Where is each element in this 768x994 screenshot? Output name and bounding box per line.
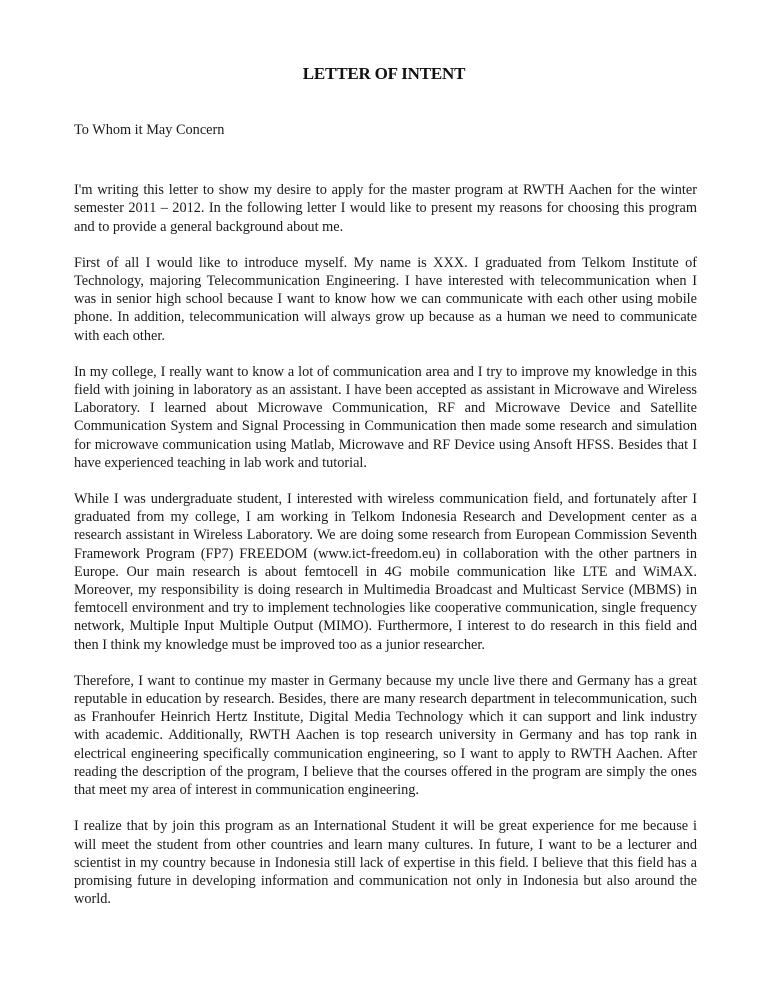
paragraph-college: In my college, I really want to know a lot of communication area and I try to improve my knowledge in this field with joining in laboratory as an assistant. I have been accepted as assistant in Microwave and Wireless Laboratory. I learned about Microwave Communication, RF and Microwave Device and Satellite Communication System and Signal Processing in Communication then made some research and simulation for microwave communication using Matlab, Microwave and RF Device using Ansoft HFSS. Besides that I have experienced teaching in lab work and tutorial. — [74, 363, 697, 471]
salutation: To Whom it May Concern — [74, 122, 225, 138]
paragraph-motivation: Therefore, I want to continue my master in Germany because my uncle live there and Germany has a great reputable in education by research. Besides, there are many research department in telecommunication, such as Franhoufer Heinrich Hertz Institute, Digital Media Technology which it can support and link industry with academic. Additionally, RWTH Aachen is top research university in Germany and has top rank in electrical engineering specifically communication engineering, so I want to apply to RWTH Aachen. After reading the description of the program, I believe that the courses offered in the program are simply the ones that meet my area of interest in communication engineering. — [74, 672, 697, 799]
paragraph-background: First of all I would like to introduce myself. My name is XXX. I graduated from Telkom Institute of Technology, majoring Telecommunication Engineering. I have interested with telecommunication when I was in senior high school because I want to know how we can communicate with each other using mobile phone. In addition, telecommunication will always grow up because as a human we need to communicate with each other. — [74, 254, 697, 344]
paragraph-work: While I was undergraduate student, I interested with wireless communication field, and fortunately after I graduated from my college, I am working in Telkom Indonesia Research and Development center as a research assistant in Wireless Laboratory. We are doing some research from European Commission Seventh Framework Program (FP7) FREEDOM (www.ict-freedom.eu) in collaboration with the other partners in Europe. Our main research is about femtocell in 4G mobile communication like LTE and WiMAX. Moreover, my responsibility is doing research in Multimedia Broadcast and Multicast Service (MBMS) in femtocell environment and try to implement technologies like cooperative communication, single frequency network, Multiple Input Multiple Output (MIMO). Furthermore, I interest to do research in this field and then I think my knowledge must be improved too as a junior researcher. — [74, 491, 697, 653]
paragraph-future: I realize that by join this program as an International Student it will be great experience for me because i will meet the student from other countries and learn many cultures. In future, I want to be a lecturer and scientist in my country because in Indonesia still lack of expertise in this field. I believe that this field has a promising future in developing information and communication not only in Indonesia but also around the world. — [74, 818, 697, 908]
letter-body — [74, 121, 697, 926]
document-title: LETTER OF INTENT — [302, 64, 466, 83]
paragraph-intro: I'm writing this letter to show my desire to apply for the master program at RWTH Aachen for the winter semester 2011 – 2012. In the following letter I would like to present my reasons for choosing this program and to provide a general background about me. — [74, 182, 697, 235]
